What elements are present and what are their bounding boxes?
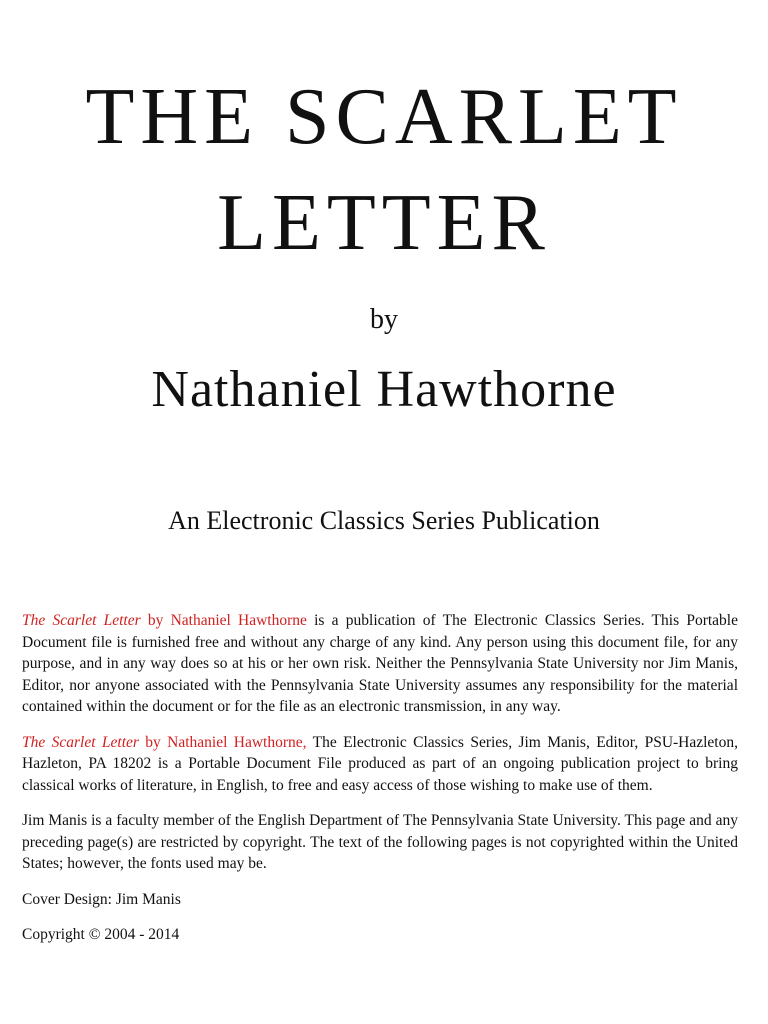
notice-text: The Electronic Classics Series, Jim Manis, Editor, PSU-Hazleton, Hazleton, PA 18202 is a Portable Document File produced as part of an ongoing publication project to bring classical works of literature, in English, to free and easy access of those wishing to make use of them.: [22, 733, 738, 794]
notice-paragraph-3: Jim Manis is a faculty member of the English Department of The Pennsylvania State University. This page and any preceding page(s) are restricted by copyright. The text of the following pages is not copyrighted within the United States; however, the fonts used may be.: [22, 812, 738, 872]
byline-label: by: [370, 304, 398, 335]
cover-design-credit: Cover Design: Jim Manis: [22, 890, 181, 908]
series-line: An Electronic Classics Series Publication: [168, 506, 600, 535]
publication-notice: [22, 610, 738, 960]
author-name: Nathaniel Hawthorne: [151, 361, 617, 418]
author-reference: by Nathaniel Hawthorne,: [138, 733, 307, 751]
notice-paragraph-1: [22, 610, 738, 718]
book-title-reference: The Scarlet Letter: [22, 733, 139, 751]
book-title-reference: The Scarlet Letter: [22, 612, 141, 629]
title-line-2: LETTER: [217, 179, 551, 267]
author-reference: by Nathaniel Hawthorne: [140, 612, 307, 629]
notice-text: is a publication of The Electronic Classics Series. This Portable Document file is furnished free and without any charge of any kind. Any person using this document file, for any purpose, and in any way does so at his or her own risk. Neither the Pennsylvania State University nor Jim Manis, Editor, nor anyone associated with the Pennsylvania State University assumes any responsibility for the material contained within the document or for the file as an electronic transmission, in any way.: [22, 612, 738, 715]
book-title: [0, 64, 768, 276]
notice-paragraph-2: [22, 732, 738, 797]
title-line-1: THE SCARLET: [85, 73, 683, 161]
copyright-line: Copyright © 2004 - 2014: [22, 926, 180, 943]
